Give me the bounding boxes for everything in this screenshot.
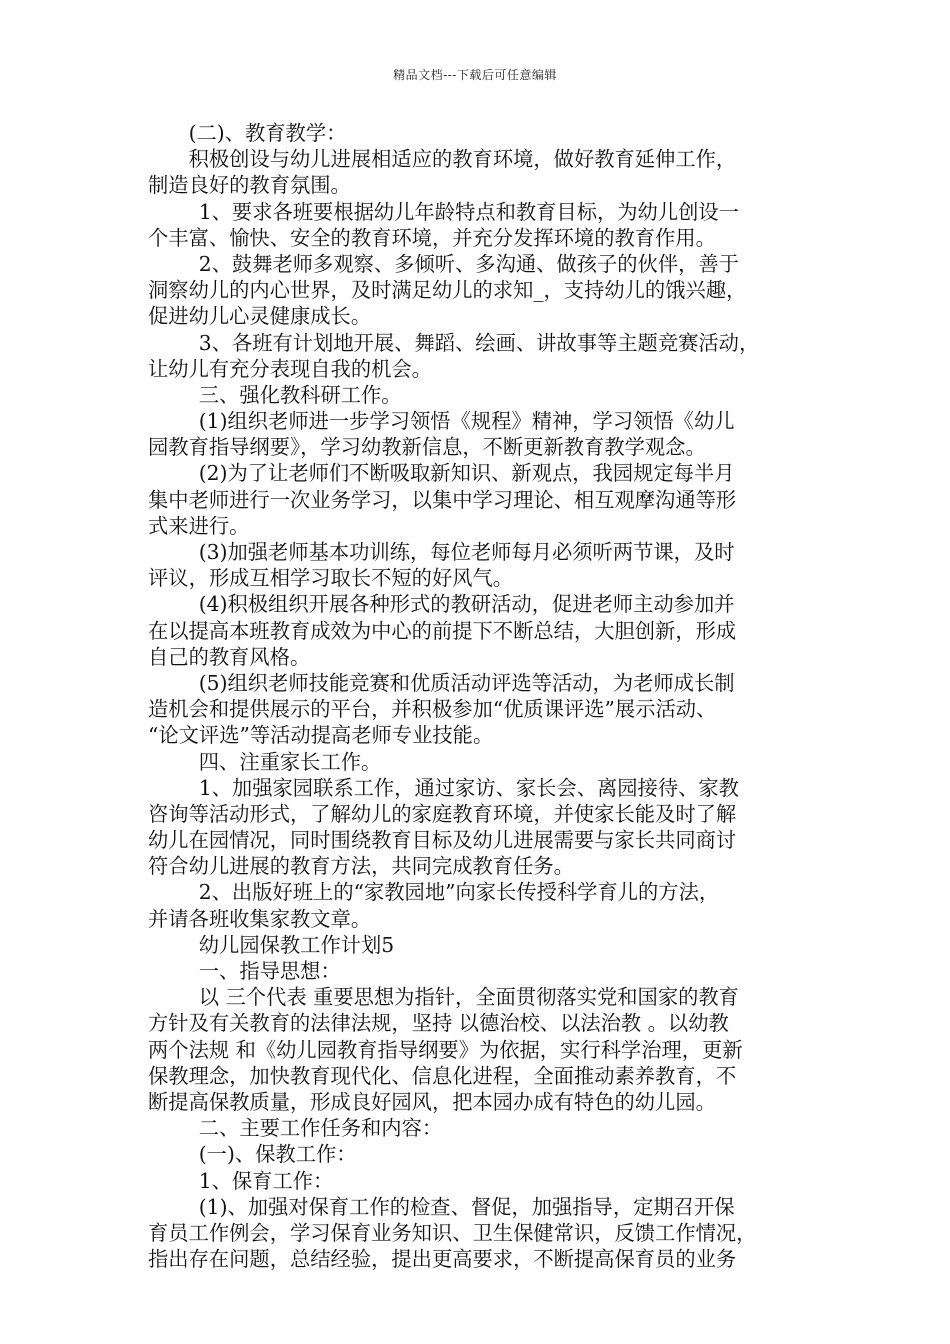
paragraph-line: 断提高保教质量，形成良好园风，把本园办成有特色的幼儿园。 [148, 1089, 716, 1114]
paragraph-line: 方针及有关教育的法律法规，坚持 以德治校、以法治教 。以幼教 [148, 1011, 729, 1036]
paragraph-line: (二)、教育教学： [188, 121, 347, 145]
paragraph-line: 1、加强家园联系工作，通过家访、家长会、离园接待、家教 [198, 775, 739, 800]
paragraph-line: 式来进行。 [148, 513, 250, 538]
paragraph-line: 积极创设与幼儿进展相适应的教育环境，做好教育延伸工作， [188, 147, 737, 172]
paragraph-line: 让幼儿有充分表现自我的机会。 [148, 356, 432, 381]
paragraph-line: 洞察幼儿的内心世界，及时满足幼儿的求知_，支持幼儿的饿兴趣， [148, 278, 747, 303]
paragraph-line: 幼儿园保教工作计划5 [198, 932, 395, 957]
paragraph-line: 集中老师进行一次业务学习，以集中学习理论、相互观摩沟通等形 [148, 487, 737, 512]
paragraph-line: 个丰富、愉快、安全的教育环境，并充分发挥环境的教育作用。 [148, 225, 716, 250]
paragraph-line: 促进幼儿心灵健康成长。 [148, 304, 372, 329]
paragraph-line: 3、各班有计划地开展、舞蹈、绘画、讲故事等主题竞赛活动， [198, 330, 760, 355]
paragraph-line: (一)、保教工作： [198, 1142, 357, 1167]
paragraph-line: 2、鼓舞老师多观察、多倾听、多沟通、做孩子的伙伴，善于 [198, 251, 739, 276]
paragraph-line: 四、注重家长工作。 [198, 749, 382, 774]
paragraph-line: 评议，形成互相学习取长不短的好风气。 [148, 566, 514, 591]
paragraph-line: (1)、加强对保育工作的检查、督促，加强指导，定期召开保 [198, 1194, 735, 1219]
paragraph-line: (5)组织老师技能竞赛和优质活动评选等活动，为老师成长制 [198, 670, 735, 695]
paragraph-line: 2、出版好班上的“家教园地”向家长传授科学育儿的方法， [198, 880, 720, 905]
paragraph-line: (3)加强老师基本功训练，每位老师每月必须听两节课，及时 [198, 540, 735, 564]
paragraph-line: 1、要求各班要根据幼儿年龄特点和教育目标，为幼儿创设一 [198, 199, 739, 224]
page-header: 精品文档---下载后可任意编辑 [393, 68, 557, 82]
paragraph-line: (4)积极组织开展各种形式的教研活动，促进老师主动参加并 [198, 592, 735, 617]
paragraph-line: 幼儿在园情况，同时围绕教育目标及幼儿进展需要与家长共同商讨 [148, 828, 737, 853]
paragraph-line: (1)组织老师进一步学习领悟《规程》精神，学习领悟《幼儿 [198, 409, 735, 434]
paragraph-line: 育员工作例会，学习保育业务知识、卫生保健常识，反馈工作情况， [148, 1220, 757, 1245]
paragraph-line: 保教理念，加快教育现代化、信息化进程，全面推动素养教育，不 [148, 1063, 737, 1088]
paragraph-line: “论文评选”等活动提高老师专业技能。 [148, 723, 494, 748]
paragraph-line: 三、强化教科研工作。 [198, 382, 402, 407]
paragraph-line: 以 三个代表 重要思想为指针，全面贯彻落实党和国家的教育 [198, 985, 739, 1010]
paragraph-line: 指出存在问题，总结经验，提出更高要求，不断提高保育员的业务 [148, 1247, 737, 1272]
paragraph-line: 咨询等活动形式，了解幼儿的家庭教育环境，并使家长能及时了解 [148, 801, 737, 826]
paragraph-line: 两个法规 和《幼儿园教育指导纲要》为依据，实行科学治理，更新 [148, 1037, 743, 1062]
paragraph-line: 制造良好的教育氛围。 [148, 173, 351, 198]
paragraph-line: 造机会和提供展示的平台，并积极参加“优质课评选”展示活动、 [148, 697, 717, 722]
document-body [148, 120, 810, 1272]
paragraph-line: 二、主要工作任务和内容： [198, 1116, 443, 1141]
paragraph-line: 园教育指导纲要》，学习幼教新信息，不断更新教育教学观念。 [148, 435, 706, 460]
paragraph-line: (2)为了让老师们不断吸取新知识、新观点，我园规定每半月 [198, 461, 735, 486]
paragraph-line: 并请各班收集家教文章。 [148, 906, 372, 931]
paragraph-line: 在以提高本班教育成效为中心的前提下不断总结，大胆创新，形成 [148, 618, 737, 643]
paragraph-line: 一、指导思想： [198, 959, 341, 983]
paragraph-line: 1、保育工作： [198, 1168, 334, 1193]
paragraph-line: 自己的教育风格。 [148, 644, 311, 669]
paragraph-line: 符合幼儿进展的教育方法，共同完成教育任务。 [148, 854, 574, 879]
